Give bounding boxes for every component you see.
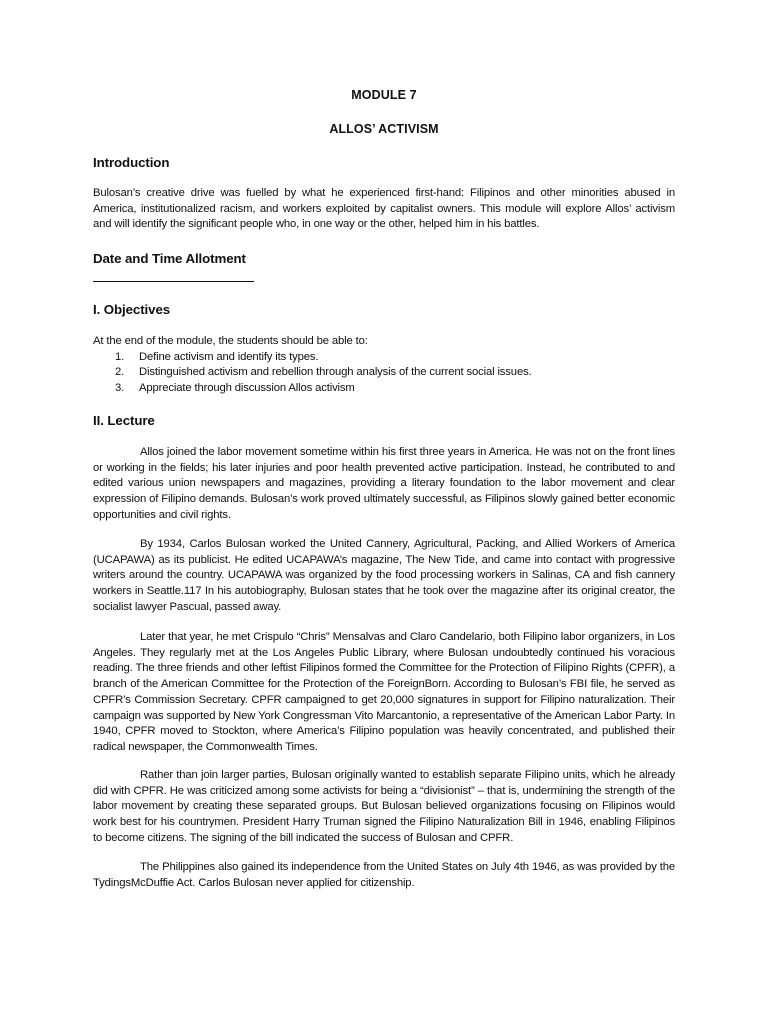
lecture-paragraph-1: Allos joined the labor movement sometime within his first three years in America. He was not on the front lines or working in the fields; his later injuries and poor health prevented active participation. Instead, he contributed to and edited various union newspapers and magazines, providing a literary foundation to the labor movement and clear expression of Filipino demands. Bulosan’s work proved ultimately successful, as Filipinos slowly gained better economic opportunities and civil rights. bbox=[93, 446, 675, 521]
lecture-heading: II. Lecture bbox=[93, 413, 155, 428]
objective-text: Appreciate through discussion Allos activism bbox=[139, 381, 355, 394]
objective-item bbox=[93, 350, 675, 366]
module-number: MODULE 7 bbox=[351, 88, 417, 102]
document-page bbox=[93, 0, 675, 1024]
introduction-heading: Introduction bbox=[93, 155, 170, 170]
objective-number: 3. bbox=[115, 381, 125, 394]
lecture-paragraph-3: Later that year, he met Crispulo “Chris” Mensalvas and Claro Candelario, both Filipino labor organizers, in Los Angeles. They regularly met at the Los Angeles Public Library, where Bulosan undoubtedly continued his voracious reading. The three friends and other leftist Filipinos formed the Committee for the Protection of Filipino Rights (CPFR), a branch of the American Committee for the Protection of the ForeignBorn. According to Bulosan’s FBI file, he served as CPFR’s Commission Secretary. CPFR campaigned to get 20,000 signatures in support for Filipino naturalization. Their campaign was supported by New York Congressman Vito Marcantonio, a representative of the American Labor Party. In 1940, CPFR moved to Stockton, where America’s Filipino population was heavily concentrated, and published their radical newspaper, the Commonwealth Times. bbox=[93, 631, 675, 753]
module-title: ALLOS’ ACTIVISM bbox=[329, 122, 439, 136]
objective-item bbox=[93, 381, 675, 397]
objective-text: Distinguished activism and rebellion through analysis of the current social issues. bbox=[139, 366, 532, 379]
objective-item bbox=[93, 365, 675, 381]
objective-text: Define activism and identify its types. bbox=[139, 350, 319, 363]
objectives-list bbox=[93, 350, 675, 397]
allotment-heading: Date and Time Allotment bbox=[93, 251, 246, 266]
objective-number: 1. bbox=[115, 350, 125, 363]
objectives-heading: I. Objectives bbox=[93, 302, 171, 317]
introduction-paragraph: Bulosan’s creative drive was fuelled by what he experienced first-hand: Filipinos and other minorities abused in America, institutionalized racism, and workers exploited by capitalist owners. This module will explore Allos’ activism and will identify the significant people who, in one way or the other, helped him in his battles. bbox=[93, 187, 675, 231]
lecture-paragraph-4: Rather than join larger parties, Bulosan originally wanted to establish separate Filipino units, which he already did with CPFR. He was criticized among some activists for being a “divisionist” – that is, undermining the strength of the labor movement by creating these separated groups. But Bulosan believed organizations focusing on Filipinos would work best for his countrymen. President Harry Truman signed the Filipino Naturalization Bill in 1946, enabling Filipinos to become citizens. The signing of the bill indicated the success of Bulosan and CPFR. bbox=[93, 769, 675, 844]
objective-number: 2. bbox=[115, 366, 125, 379]
lecture-paragraph-2: By 1934, Carlos Bulosan worked the United Cannery, Agricultural, Packing, and Allied Workers of America (UCAPAWA) as its publicist. He edited UCAPAWA’s magazine, The New Tide, and came into contact with progressive writers around the country. UCAPAWA was organized by the food processing workers in Salinas, CA and fish cannery workers in Seattle.117 In his autobiography, Bulosan states that he took over the magazine after its original creator, the socialist lawyer Pascual, passed away. bbox=[93, 538, 675, 613]
lecture-paragraph-5: The Philippines also gained its independence from the United States on July 4th 1946, as was provided by the TydingsMcDuffie Act. Carlos Bulosan never applied for citizenship. bbox=[93, 861, 675, 889]
objectives-intro: At the end of the module, the students should be able to: bbox=[93, 335, 368, 347]
allotment-blank-line bbox=[93, 281, 254, 282]
